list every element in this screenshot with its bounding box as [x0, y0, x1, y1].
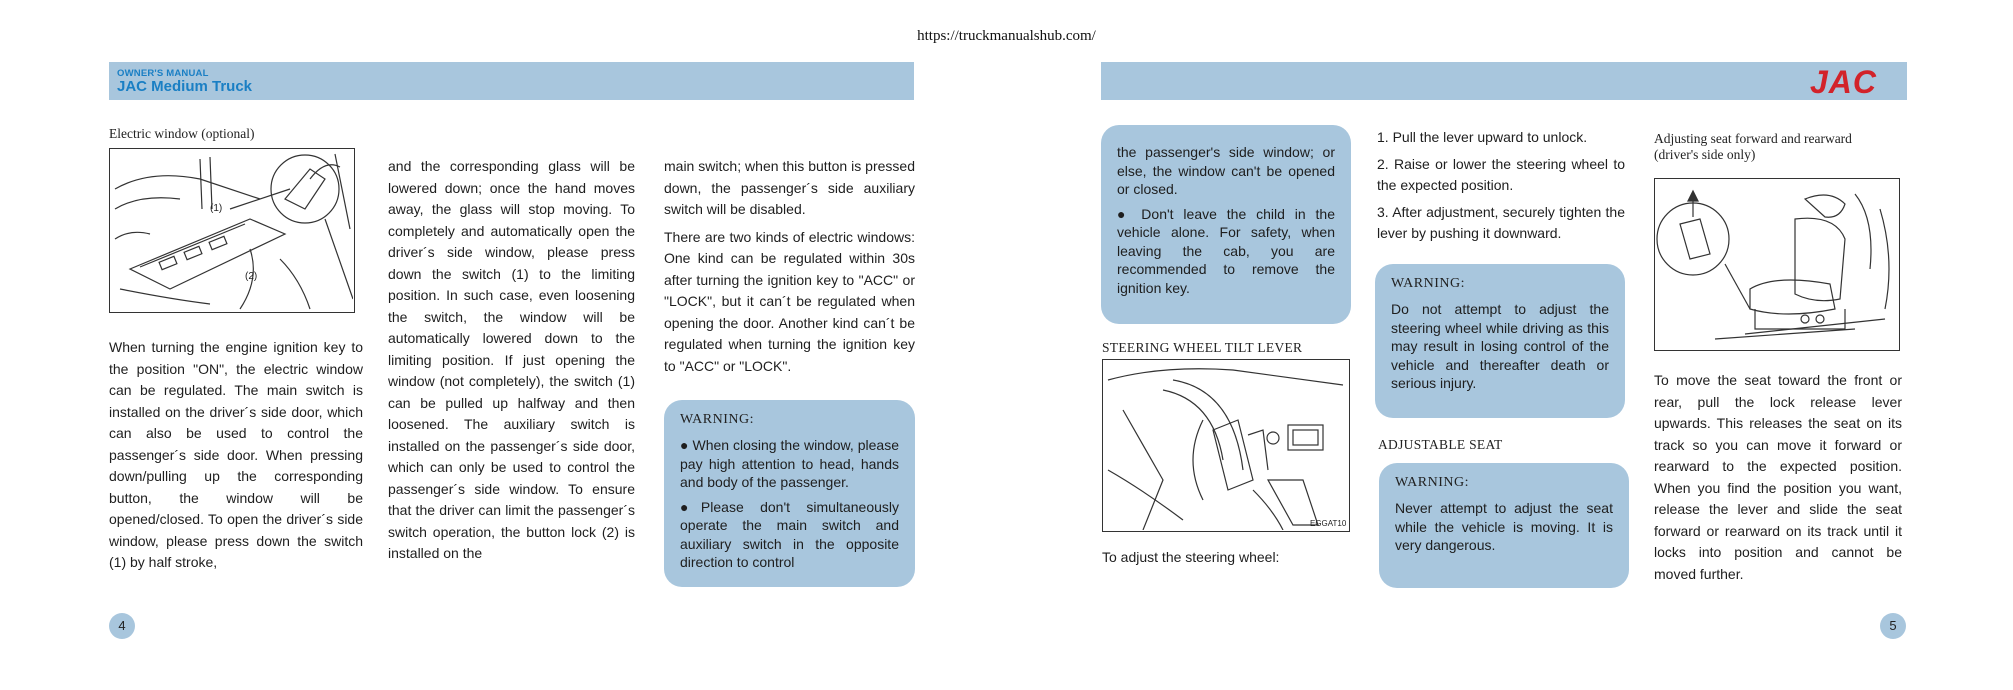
warning-text-2: ●Please don't simultaneously operate the main switch and auxiliary switch in the opposite direction to control: [680, 498, 899, 570]
manual-model-title: JAC Medium Truck: [117, 78, 253, 95]
electric-window-col3: [664, 156, 915, 377]
electric-window-col2-text: and the corresponding glass will be lowered down; once the hand moves away, the glass will stop moving. To completely and automatically open the driver´s side window, please press down the switch (1) to the limiting position. In such case, even loosening the switch, the window will be automatically lowered down to the limiting position. If just opening the window (not completely), the switch (1) can be pulled up halfway and then loosened. The auxiliary switch is installed on the passenger´s side door, which can only be used to control the passenger´s side window. To ensure that the driver can limit the passenger´s switch operation, the button lock (2) is installed on the: [388, 158, 635, 561]
header-band-right: [1101, 62, 1907, 100]
door-switch-illustration: [110, 149, 353, 311]
warning-seat-text: Never attempt to adjust the seat while the vehicle is moving. It is very dangerous.: [1395, 500, 1613, 553]
warning-box-seat: [1379, 463, 1629, 588]
steering-figure: [1102, 359, 1350, 532]
seat-figure: [1654, 178, 1900, 351]
figure-label-2: (2): [245, 271, 258, 282]
warning-title: WARNING:: [680, 412, 754, 427]
jac-logo: JAC: [1810, 64, 1878, 100]
col3-paragraph-2: There are two kinds of electric windows: One kind can be regulated within 30s after turning the ignition key to "ACC" or "LOCK", but it can´t be regulated when opening the door. Another kind can´t be regulated when turning the ignition key to "ACC" or "LOCK".: [664, 228, 915, 374]
warning-box-steering: [1375, 264, 1625, 418]
figure-label-1: (1): [210, 203, 223, 214]
steering-lever-illustration: [1103, 360, 1348, 530]
electric-window-col1-text: When turning the engine ignition key to the position "ON", the electric window can be regulated. The main switch is installed on the driver´s side door, which can also be used to control the passenger´s side door. When pressing down/pulling up the corresponding button, the window will be opened/closed. To open the driver´s side window, please press down the switch (1) by half stroke,: [109, 339, 363, 570]
steering-section-title: STEERING WHEEL TILT LEVER: [1102, 340, 1303, 355]
seat-section-title: Adjusting seat forward and rearward (driver's side only): [1654, 131, 1852, 162]
warning-box-continued: [1101, 125, 1351, 324]
warning-cont-text-2: ● Don't leave the child in the vehicle alone. For safety, when leaving the cab, you are recommended to remove the ignition key.: [1117, 205, 1335, 296]
steering-figure-code: EGGAT10: [1310, 519, 1347, 528]
warning-steering-text: Do not attempt to adjust the steering wheel while driving as this may result in losing control of the vehicle and thereafter death or serious injury.: [1391, 301, 1609, 391]
col3-paragraph-1: main switch; when this button is pressed down, the passenger´s side auxiliary switch will be disabled.: [664, 158, 915, 217]
owners-manual-label: OWNER'S MANUAL: [117, 68, 209, 79]
electric-window-figure: [109, 148, 355, 313]
warning-cont-text-1: the passenger's side window; or else, the window can't be opened or closed.: [1117, 144, 1335, 197]
section-title-electric-window: Electric window (optional): [109, 126, 255, 141]
adjustable-seat-title: ADJUSTABLE SEAT: [1378, 437, 1503, 452]
page-number-left: 4: [109, 613, 135, 639]
seat-illustration: [1655, 179, 1898, 349]
page-number-right: 5: [1880, 613, 1906, 639]
source-url: https://truckmanualshub.com/: [917, 28, 1096, 44]
warning-box-electric-window: [664, 400, 915, 587]
steering-intro-text: To adjust the steering wheel:: [1102, 549, 1280, 565]
steering-step-1: 1. Pull the lever upward to unlock.: [1377, 129, 1588, 145]
warning-steering-title: WARNING:: [1391, 276, 1465, 291]
steering-step-3: 3. After adjustment, securely tighten the lever by pushing it downward.: [1377, 203, 1625, 241]
warning-seat-title: WARNING:: [1395, 475, 1469, 490]
warning-text-1: ● When closing the window, please pay high attention to head, hands and body of the passenger.: [680, 437, 899, 490]
steering-step-2: 2. Raise or lower the steering wheel to the expected position.: [1377, 155, 1625, 193]
seat-adjust-text: To move the seat toward the front or rear, pull the lock release lever upwards. This releases the seat on its track so you can move it forward or rearward to the expected position. When you find the position you want, release the lever and slide the seat forward or rearward on its track until it locks into position and cannot be moved further.: [1654, 372, 1902, 582]
steering-steps-list: [1377, 127, 1625, 245]
